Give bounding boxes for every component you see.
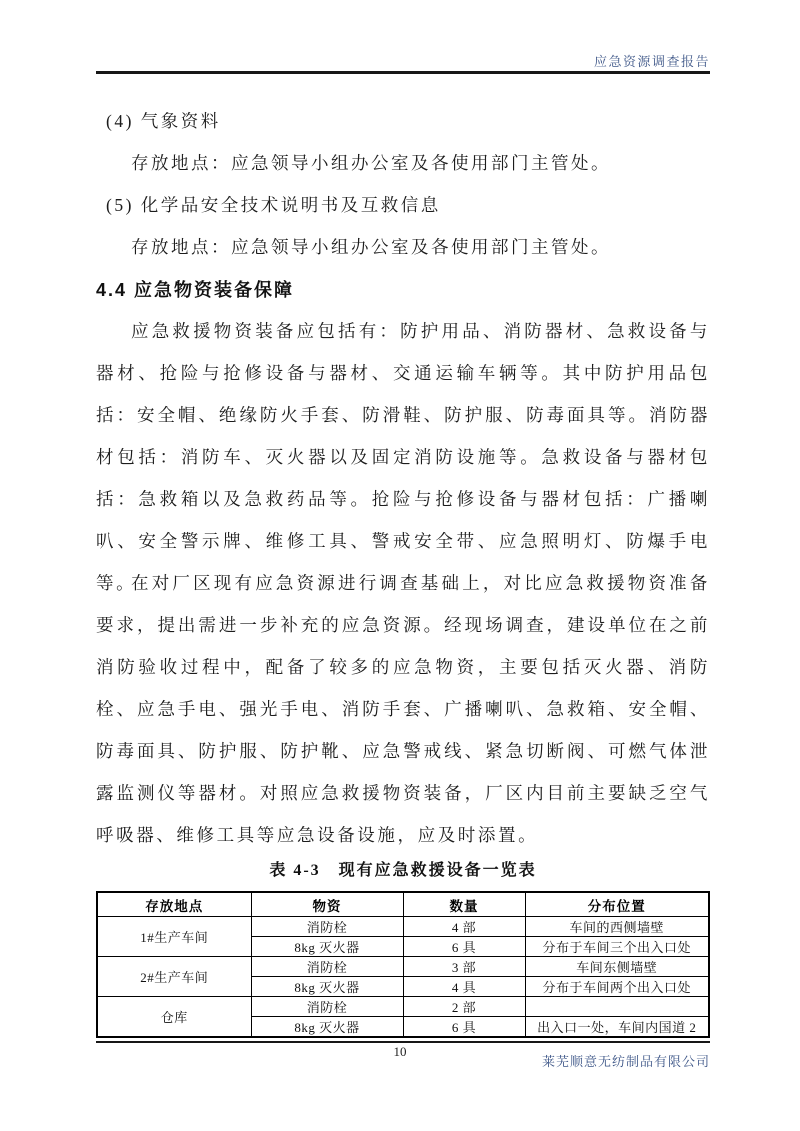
location-cell: 仓库: [97, 997, 251, 1038]
table-cell: 8kg 灭火器: [251, 937, 403, 957]
table-cell: 分布于车间三个出入口处: [525, 937, 709, 957]
table-row: [97, 917, 709, 937]
table-cell: 车间的西侧墙壁: [525, 917, 709, 937]
list-item-4: (4) 气象资料: [106, 111, 221, 131]
table-header-cell: 数量: [403, 892, 525, 917]
table-cell: 6 具: [403, 1017, 525, 1038]
table-row: [97, 997, 709, 1017]
equipment-table: [96, 891, 710, 1038]
storage-location-line: 存放地点：应急领导小组办公室及各使用部门主管处。: [131, 153, 611, 173]
table-row: [97, 957, 709, 977]
table-cell: 4 具: [403, 977, 525, 997]
table-header-cell: 存放地点: [97, 892, 251, 917]
table-cell: 消防栓: [251, 957, 403, 977]
table-caption: 表 4-3 现有应急救援设备一览表: [269, 862, 537, 879]
paragraph: 应急救援物资装备应包括有：防护用品、消防器材、急救设备与器材、抢险与抢修设备与器材、交通运输车辆等。其中防护用品包括：安全帽、绝缘防火手套、防滑鞋、防护服、防毒面具等。消防器材包括：消防车、灭火器以及固定消防设施等。急救设备与器材包括：急救箱以及急救药品等。抢险与抢修设备与器材包括：广播喇叭、安全警示牌、维修工具、警戒安全带、应急照明灯、防爆手电等。: [96, 321, 710, 593]
table-cell: 3 部: [403, 957, 525, 977]
page-number: 10: [393, 1044, 407, 1059]
table-cell: 消防栓: [251, 917, 403, 937]
header-report-title: 应急资源调查报告: [593, 54, 710, 69]
table-cell: 车间东侧墙壁: [525, 957, 709, 977]
table-cell: 8kg 灭火器: [251, 977, 403, 997]
list-item-5: (5) 化学品安全技术说明书及互救信息: [106, 195, 441, 215]
table-cell: 消防栓: [251, 997, 403, 1017]
table-header-cell: 物资: [251, 892, 403, 917]
table-cell: 6 具: [403, 937, 525, 957]
location-cell: 2#生产车间: [97, 957, 251, 997]
table-cell: [525, 997, 709, 1017]
table-cell: 分布于车间两个出入口处: [525, 977, 709, 997]
table-cell: 出入口一处，车间内国道 2: [525, 1017, 709, 1038]
table-cell: 2 部: [403, 997, 525, 1017]
body-items: [96, 100, 710, 268]
storage-location-line: 存放地点：应急领导小组办公室及各使用部门主管处。: [131, 237, 611, 257]
header-rule: [96, 71, 710, 74]
table-header-row: [97, 892, 709, 917]
table-cell: 4 部: [403, 917, 525, 937]
table-header-cell: 分布位置: [525, 892, 709, 917]
location-cell: 1#生产车间: [97, 917, 251, 957]
paragraph: 在对厂区现有应急资源进行调查基础上，对比应急救援物资准备要求，提出需进一步补充的应急资源。经现场调查，建设单位在之前消防验收过程中，配备了较多的应急物资，主要包括灭火器、消防栓、应急手电、强光手电、消防手套、广播喇叭、急救箱、安全帽、防毒面具、防护服、防护靴、应急警戒线、紧急切断阀、可燃气体泄露监测仪等器材。对照应急救援物资装备，厂区内目前主要缺乏空气呼吸器、维修工具等应急设备设施，应及时添置。: [96, 573, 710, 845]
footer-rule: [96, 1041, 710, 1043]
footer-company-name: 莱芜顺意无纺制品有限公司: [541, 1054, 710, 1069]
table-cell: 8kg 灭火器: [251, 1017, 403, 1038]
section-heading-4-4: 4.4 应急物资装备保障: [96, 280, 295, 300]
